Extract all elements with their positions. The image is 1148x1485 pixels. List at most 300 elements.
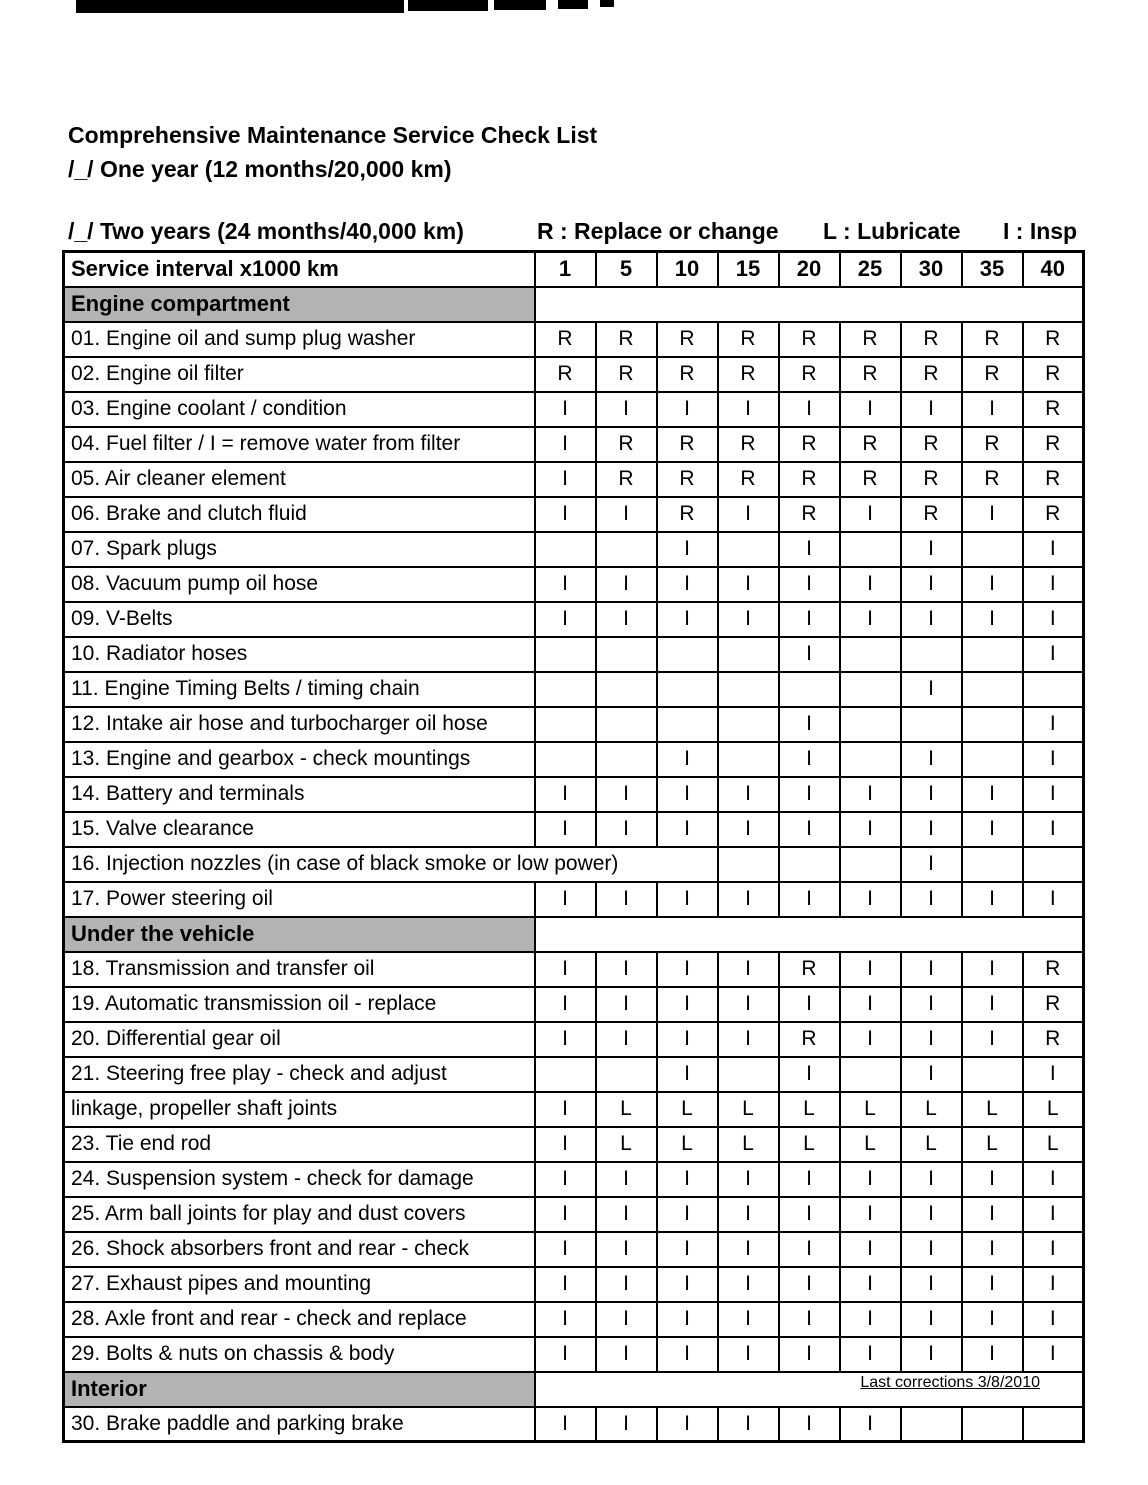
service-mark-cell: I — [901, 777, 962, 812]
service-mark-cell — [840, 532, 901, 567]
service-mark-cell: I — [840, 812, 901, 847]
service-mark-cell: I — [535, 462, 596, 497]
service-mark-cell: I — [657, 1337, 718, 1372]
service-mark-cell: R — [779, 497, 840, 532]
service-mark-cell: R — [840, 462, 901, 497]
service-mark-cell — [1023, 1407, 1084, 1442]
service-mark-cell: I — [1023, 532, 1084, 567]
table-row — [64, 392, 1084, 427]
interval-header-label: Service interval x1000 km — [64, 252, 535, 287]
service-mark-cell: I — [901, 952, 962, 987]
service-mark-cell: I — [596, 1337, 657, 1372]
service-mark-cell: I — [535, 882, 596, 917]
interval-header-cell: 10 — [657, 252, 718, 287]
last-corrections-note: Last corrections 3/8/2010 — [860, 1373, 1040, 1391]
service-mark-cell: I — [596, 1162, 657, 1197]
service-mark-cell: I — [840, 1407, 901, 1442]
service-mark-cell: I — [718, 1197, 779, 1232]
table-row — [64, 882, 1084, 917]
service-mark-cell — [718, 532, 779, 567]
service-mark-cell: R — [535, 357, 596, 392]
service-mark-cell: I — [901, 1162, 962, 1197]
service-mark-cell: I — [535, 1092, 596, 1127]
service-mark-cell: R — [718, 357, 779, 392]
service-mark-cell: I — [718, 1337, 779, 1372]
service-mark-cell: I — [657, 1302, 718, 1337]
service-mark-cell: R — [596, 322, 657, 357]
service-mark-cell: I — [779, 567, 840, 602]
table-row — [64, 1302, 1084, 1337]
table-row — [64, 1197, 1084, 1232]
service-mark-cell: R — [962, 322, 1023, 357]
service-mark-cell: R — [901, 322, 962, 357]
service-mark-cell: R — [1023, 952, 1084, 987]
table-row — [64, 532, 1084, 567]
service-mark-cell: I — [596, 777, 657, 812]
item-label: 30. Brake paddle and parking brake — [64, 1407, 535, 1442]
service-mark-cell — [779, 672, 840, 707]
service-mark-cell: I — [962, 952, 1023, 987]
service-mark-cell: I — [657, 1407, 718, 1442]
item-label: 09. V-Belts — [64, 602, 535, 637]
service-mark-cell: R — [718, 462, 779, 497]
item-label: 17. Power steering oil — [64, 882, 535, 917]
table-row — [64, 1267, 1084, 1302]
service-mark-cell: I — [596, 1302, 657, 1337]
legend-lubricate: L : Lubricate — [823, 218, 961, 244]
service-mark-cell: I — [535, 1267, 596, 1302]
table-row — [64, 812, 1084, 847]
service-mark-cell — [535, 637, 596, 672]
service-mark-cell: I — [779, 1407, 840, 1442]
service-mark-cell: R — [779, 322, 840, 357]
service-mark-cell — [596, 707, 657, 742]
section-title: Engine compartment — [64, 287, 535, 322]
service-mark-cell: R — [657, 497, 718, 532]
item-label: 15. Valve clearance — [64, 812, 535, 847]
service-mark-cell — [535, 672, 596, 707]
service-mark-cell: R — [901, 357, 962, 392]
service-mark-cell: R — [657, 322, 718, 357]
service-mark-cell: I — [840, 952, 901, 987]
service-mark-cell — [962, 672, 1023, 707]
item-label: 06. Brake and clutch fluid — [64, 497, 535, 532]
interval-header-row — [64, 252, 1084, 287]
service-mark-cell: I — [901, 392, 962, 427]
service-mark-cell: I — [779, 882, 840, 917]
service-mark-cell: I — [657, 1022, 718, 1057]
service-mark-cell: I — [962, 1162, 1023, 1197]
service-mark-cell: I — [840, 777, 901, 812]
service-mark-cell — [535, 707, 596, 742]
service-mark-cell: I — [1023, 882, 1084, 917]
scan-artifact — [76, 0, 404, 13]
service-mark-cell: L — [901, 1092, 962, 1127]
service-mark-cell: R — [657, 462, 718, 497]
service-mark-cell: I — [962, 987, 1023, 1022]
service-mark-cell: I — [535, 567, 596, 602]
service-mark-cell — [779, 847, 840, 882]
service-mark-cell: L — [962, 1127, 1023, 1162]
service-mark-cell: R — [901, 462, 962, 497]
service-mark-cell: I — [1023, 1197, 1084, 1232]
checkbox-line-two-years: /_/ Two years (24 months/40,000 km) — [68, 218, 464, 244]
item-label: 20. Differential gear oil — [64, 1022, 535, 1057]
scan-artifact — [600, 0, 614, 7]
service-mark-cell: L — [596, 1092, 657, 1127]
interval-header-cell: 20 — [779, 252, 840, 287]
service-mark-cell: R — [657, 427, 718, 462]
service-mark-cell: I — [1023, 1267, 1084, 1302]
service-mark-cell: I — [657, 1057, 718, 1092]
item-label: 25. Arm ball joints for play and dust covers — [64, 1197, 535, 1232]
service-mark-cell: L — [840, 1127, 901, 1162]
service-mark-cell: I — [718, 812, 779, 847]
service-mark-cell: R — [657, 357, 718, 392]
service-mark-cell: I — [779, 812, 840, 847]
service-mark-cell: I — [779, 532, 840, 567]
service-mark-cell: I — [596, 812, 657, 847]
service-mark-cell: R — [718, 322, 779, 357]
service-mark-cell: R — [1023, 497, 1084, 532]
item-label: 19. Automatic transmission oil - replace — [64, 987, 535, 1022]
service-mark-cell: I — [718, 392, 779, 427]
service-mark-cell: I — [596, 392, 657, 427]
service-mark-cell: I — [840, 497, 901, 532]
service-mark-cell: I — [1023, 1162, 1084, 1197]
checkbox-line-one-year: /_/ One year (12 months/20,000 km) — [68, 156, 452, 182]
service-mark-cell: R — [901, 497, 962, 532]
service-mark-cell — [718, 672, 779, 707]
item-label: 28. Axle front and rear - check and replace — [64, 1302, 535, 1337]
service-mark-cell — [535, 742, 596, 777]
service-mark-cell: I — [1023, 1337, 1084, 1372]
service-mark-cell: L — [901, 1127, 962, 1162]
service-mark-cell: I — [718, 1267, 779, 1302]
service-mark-cell: I — [962, 882, 1023, 917]
item-label: 21. Steering free play - check and adjust — [64, 1057, 535, 1092]
interval-header-cell: 35 — [962, 252, 1023, 287]
table-row — [64, 1022, 1084, 1057]
page-title: Comprehensive Maintenance Service Check List — [68, 122, 598, 148]
table-row — [64, 1092, 1084, 1127]
service-mark-cell: I — [962, 1232, 1023, 1267]
service-mark-cell: I — [1023, 742, 1084, 777]
service-mark-cell: R — [779, 1022, 840, 1057]
service-mark-cell: I — [840, 1162, 901, 1197]
service-mark-cell — [535, 1057, 596, 1092]
service-mark-cell: R — [596, 357, 657, 392]
service-mark-cell: I — [962, 1337, 1023, 1372]
service-mark-cell — [840, 1057, 901, 1092]
table-row — [64, 1162, 1084, 1197]
table-row — [64, 777, 1084, 812]
service-mark-cell: I — [779, 1267, 840, 1302]
service-mark-cell: R — [1023, 357, 1084, 392]
service-mark-cell: I — [657, 1197, 718, 1232]
service-mark-cell: L — [962, 1092, 1023, 1127]
service-mark-cell: I — [962, 567, 1023, 602]
service-mark-cell: I — [901, 1302, 962, 1337]
service-mark-cell — [657, 637, 718, 672]
service-mark-cell: I — [962, 1267, 1023, 1302]
service-mark-cell: I — [840, 1022, 901, 1057]
legend-inspect: I : Insp — [1003, 218, 1078, 244]
service-mark-cell: I — [535, 987, 596, 1022]
service-mark-cell: I — [901, 672, 962, 707]
service-mark-cell: I — [901, 882, 962, 917]
service-mark-cell: I — [779, 637, 840, 672]
service-mark-cell: I — [718, 1407, 779, 1442]
interval-header-cell: 30 — [901, 252, 962, 287]
service-mark-cell: R — [840, 322, 901, 357]
service-mark-cell — [1023, 672, 1084, 707]
service-mark-cell: I — [901, 567, 962, 602]
service-mark-cell: I — [535, 1337, 596, 1372]
service-mark-cell: I — [596, 1232, 657, 1267]
service-mark-cell: I — [840, 1197, 901, 1232]
service-mark-cell: R — [962, 427, 1023, 462]
service-mark-cell: I — [1023, 567, 1084, 602]
item-label: 07. Spark plugs — [64, 532, 535, 567]
service-mark-cell: I — [840, 987, 901, 1022]
service-mark-cell — [657, 672, 718, 707]
service-mark-cell: I — [1023, 777, 1084, 812]
item-label: 29. Bolts & nuts on chassis & body — [64, 1337, 535, 1372]
item-label: 27. Exhaust pipes and mounting — [64, 1267, 535, 1302]
service-mark-cell: R — [840, 357, 901, 392]
service-mark-cell — [718, 637, 779, 672]
service-mark-cell: I — [1023, 1302, 1084, 1337]
service-mark-cell: R — [962, 462, 1023, 497]
section-rest — [535, 1372, 1084, 1407]
service-mark-cell: I — [535, 1197, 596, 1232]
service-mark-cell: I — [840, 1302, 901, 1337]
service-mark-cell: I — [901, 532, 962, 567]
table-row — [64, 462, 1084, 497]
service-mark-cell: I — [901, 847, 962, 882]
item-label: 14. Battery and terminals — [64, 777, 535, 812]
service-mark-cell: L — [657, 1127, 718, 1162]
service-mark-cell: I — [596, 567, 657, 602]
service-mark-cell: I — [779, 602, 840, 637]
service-mark-cell: L — [718, 1092, 779, 1127]
table-row — [64, 497, 1084, 532]
service-mark-cell: I — [718, 497, 779, 532]
section-rest — [535, 287, 1084, 322]
service-mark-cell — [718, 707, 779, 742]
service-mark-cell: R — [962, 357, 1023, 392]
service-mark-cell: I — [718, 987, 779, 1022]
item-label: 24. Suspension system - check for damage — [64, 1162, 535, 1197]
service-mark-cell: I — [657, 742, 718, 777]
scan-artifact — [494, 0, 546, 10]
service-mark-cell: I — [901, 1232, 962, 1267]
table-row — [64, 602, 1084, 637]
section-header-row — [64, 917, 1084, 952]
table-row — [64, 672, 1084, 707]
service-mark-cell: I — [535, 602, 596, 637]
service-mark-cell: I — [657, 1267, 718, 1302]
service-mark-cell — [596, 742, 657, 777]
service-mark-cell: R — [1023, 322, 1084, 357]
service-mark-cell: R — [840, 427, 901, 462]
service-mark-cell: I — [1023, 637, 1084, 672]
service-mark-cell: L — [657, 1092, 718, 1127]
table-row — [64, 322, 1084, 357]
item-label: linkage, propeller shaft joints — [64, 1092, 535, 1127]
table-row — [64, 952, 1084, 987]
table-row — [64, 987, 1084, 1022]
service-mark-cell — [596, 532, 657, 567]
service-mark-cell: I — [596, 987, 657, 1022]
service-mark-cell: I — [535, 1022, 596, 1057]
table-row — [64, 1337, 1084, 1372]
table-row — [64, 707, 1084, 742]
service-mark-cell — [962, 637, 1023, 672]
service-mark-cell: L — [596, 1127, 657, 1162]
interval-header-cell: 25 — [840, 252, 901, 287]
service-mark-cell: I — [596, 497, 657, 532]
service-mark-cell: I — [901, 1337, 962, 1372]
legend-row — [0, 218, 1148, 248]
item-label: 02. Engine oil filter — [64, 357, 535, 392]
service-mark-cell: I — [901, 1057, 962, 1092]
table-header — [64, 252, 1084, 287]
service-mark-cell: R — [1023, 392, 1084, 427]
service-mark-cell: R — [1023, 987, 1084, 1022]
service-mark-cell: I — [840, 1267, 901, 1302]
service-mark-cell — [535, 532, 596, 567]
service-mark-cell: I — [901, 602, 962, 637]
service-mark-cell: R — [718, 427, 779, 462]
service-mark-cell: I — [901, 1022, 962, 1057]
service-mark-cell — [901, 707, 962, 742]
service-mark-cell: R — [596, 462, 657, 497]
service-mark-cell: I — [840, 882, 901, 917]
service-mark-cell: R — [779, 952, 840, 987]
service-mark-cell: I — [718, 882, 779, 917]
service-mark-cell — [962, 847, 1023, 882]
service-mark-cell — [840, 707, 901, 742]
service-mark-cell: I — [779, 392, 840, 427]
item-label: 11. Engine Timing Belts / timing chain — [64, 672, 535, 707]
service-mark-cell: I — [596, 1197, 657, 1232]
service-mark-cell: I — [596, 1022, 657, 1057]
service-mark-cell: I — [840, 1232, 901, 1267]
service-mark-cell: I — [535, 1127, 596, 1162]
service-mark-cell: I — [840, 1337, 901, 1372]
service-mark-cell: I — [962, 1302, 1023, 1337]
service-mark-cell: I — [718, 777, 779, 812]
service-mark-cell: I — [596, 882, 657, 917]
service-mark-cell: R — [596, 427, 657, 462]
item-label: 18. Transmission and transfer oil — [64, 952, 535, 987]
service-mark-cell: I — [901, 1267, 962, 1302]
service-mark-cell: R — [779, 462, 840, 497]
item-label: 12. Intake air hose and turbocharger oil hose — [64, 707, 535, 742]
service-mark-cell: I — [779, 707, 840, 742]
table-row — [64, 1407, 1084, 1442]
service-mark-cell: I — [596, 1267, 657, 1302]
service-mark-cell: I — [779, 1162, 840, 1197]
service-mark-cell: I — [1023, 1232, 1084, 1267]
service-mark-cell: I — [1023, 1057, 1084, 1092]
interval-header-cell: 1 — [535, 252, 596, 287]
service-mark-cell: I — [657, 532, 718, 567]
service-mark-cell — [962, 1407, 1023, 1442]
service-mark-cell: I — [779, 987, 840, 1022]
service-mark-cell: I — [535, 952, 596, 987]
service-mark-cell: R — [1023, 427, 1084, 462]
service-mark-cell: R — [1023, 462, 1084, 497]
service-mark-cell: L — [840, 1092, 901, 1127]
item-label: 16. Injection nozzles (in case of black smoke or low power) — [64, 847, 718, 882]
service-mark-cell: I — [718, 1162, 779, 1197]
interval-header-cell: 15 — [718, 252, 779, 287]
service-mark-cell: I — [657, 392, 718, 427]
service-mark-cell: I — [779, 1337, 840, 1372]
service-mark-cell: I — [535, 1302, 596, 1337]
table-row — [64, 1057, 1084, 1092]
service-mark-cell — [596, 1057, 657, 1092]
section-rest — [535, 917, 1084, 952]
service-checklist-table — [62, 250, 1085, 1443]
legend-replace: R : Replace or change — [537, 218, 779, 244]
service-mark-cell: I — [962, 602, 1023, 637]
table-row — [64, 1232, 1084, 1267]
item-label: 26. Shock absorbers front and rear - check — [64, 1232, 535, 1267]
service-mark-cell: I — [1023, 602, 1084, 637]
service-mark-cell: I — [657, 567, 718, 602]
service-mark-cell — [962, 532, 1023, 567]
service-mark-cell: I — [535, 1162, 596, 1197]
service-mark-cell: I — [535, 392, 596, 427]
service-mark-cell — [718, 742, 779, 777]
service-mark-cell: I — [657, 987, 718, 1022]
service-mark-cell: I — [840, 567, 901, 602]
service-mark-cell: I — [657, 602, 718, 637]
service-mark-cell — [596, 637, 657, 672]
service-mark-cell — [718, 847, 779, 882]
service-mark-cell: I — [901, 1197, 962, 1232]
service-mark-cell — [1023, 847, 1084, 882]
service-mark-cell: I — [718, 602, 779, 637]
service-mark-cell: I — [962, 392, 1023, 427]
table-row — [64, 742, 1084, 777]
service-mark-cell: I — [535, 1407, 596, 1442]
service-mark-cell: I — [840, 602, 901, 637]
service-mark-cell: I — [718, 952, 779, 987]
service-mark-cell: I — [779, 777, 840, 812]
table-body — [64, 287, 1084, 1442]
service-mark-cell: I — [657, 882, 718, 917]
table-row — [64, 1127, 1084, 1162]
service-mark-cell: I — [962, 777, 1023, 812]
service-mark-cell — [962, 707, 1023, 742]
service-mark-cell: I — [1023, 707, 1084, 742]
item-label: 01. Engine oil and sump plug washer — [64, 322, 535, 357]
table-row — [64, 637, 1084, 672]
item-label: 08. Vacuum pump oil hose — [64, 567, 535, 602]
section-header-row — [64, 1372, 1084, 1407]
service-mark-cell: I — [779, 742, 840, 777]
service-mark-cell: I — [718, 1232, 779, 1267]
section-title: Interior — [64, 1372, 535, 1407]
service-mark-cell: I — [535, 497, 596, 532]
table-row — [64, 357, 1084, 392]
service-mark-cell: I — [596, 1407, 657, 1442]
